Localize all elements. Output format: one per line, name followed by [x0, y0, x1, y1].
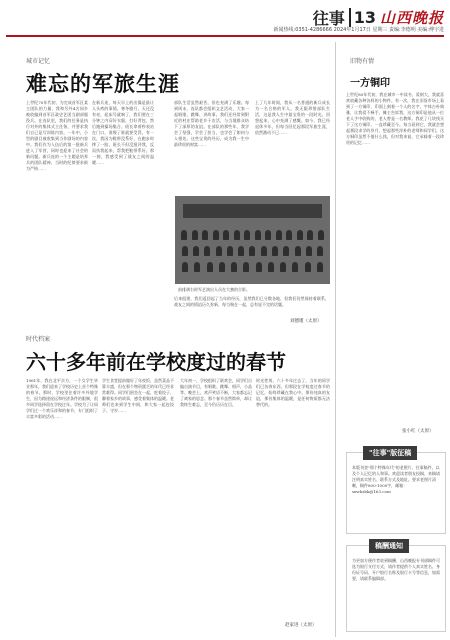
photo-row-middle [179, 246, 326, 256]
article2-column-2: 学生食堂提前做好了年夜饭，虽然菜品不算丰盛，但在那个物资匮乏的年代已经非常难得。同学们围坐在一起，吃着饺子，聊着家乡的故事，感受着集体的温暖。老师们也来到学生中间，和大家一起包饺子、守岁…… [102, 378, 174, 413]
article1-column-2: 在新兵连，每天早上的出操是最让人头疼的事情。寒冬腊月，天还没有亮，起床号就响了，我们要在三分钟之内穿好衣服、打好背包，然后跑到操场集合。班长拿着秒表站在门口，谁慢了谁就要受罚。有一次，我因为鞋带没系好，在跑步时摔了一跤，班长不但没批评我，反而扶我起来，帮我把鞋带系好。那一刻，我感受到了战友之间的温暖…… [92, 100, 154, 165]
call-for-submissions-text: 本版刊登"那个特殊年代"的老照片、往事稿件，以及个人记忆的人和事。欢迎读者朋友投稿，来稿请注明真实姓名、联系方式及地址。要求老照片清晰，稿件800-1000字，邮箱：sxwbzbk@163.com [352, 465, 440, 494]
article2-kicker: 时代档案 [26, 336, 51, 343]
article1-column-3: 部队生活虽然艰苦，但也充满了乐趣。每到周末，连队都会组织文艺活动，大家一起唱歌、跳舞、讲故事。我们还经常到附近的村庄帮助老乡干农活，与当地群众结下了深厚的友谊。在部队的那些年，我学会了坚强，学会了担当，也学会了如何与人相处。这些宝贵的经历，成为我一生中最珍贵的财富…… [174, 100, 249, 147]
right-article-body: 上世纪80年代初，我在城市一中读书，爱刻大，我就喜欢收藏各种各样的小物件。有一次，我在旧货市场上看到了一方铜印，印面上刻着一个人的名字，字体古朴典雅，让我爱不释手。摊主告诉我，这方铜印是他从一位老人手中收购的，老人曾是一名教师。我花了几块钱买下了这方铜印，一直珍藏至今。每当看到它，我就会想起那段求学的岁月，想起那些淳朴的老师和同学们。这方铜印虽然不值什么钱，但对我来说，它承载着一段珍贵的记忆…… [346, 92, 444, 145]
masthead-info: 新闻热线:0351-4286666 2024年1月17日 星期三 责编:李德明 美编:傅宇进 [273, 27, 444, 33]
right-kicker: 旧物有情 [350, 58, 375, 65]
page-number: 13 [349, 8, 376, 27]
newspaper-logo: 山西晚报 [379, 9, 444, 27]
article1-column-1: 上世纪70年代初，为完成首军区某主团队的力量，我和另外4名同乡被收编到首军区政史艺团当剧部服役兵。在连队里，我们的任务是执行对外的集体式主任务，并要求我们自已是写训练内容。一年中，小型的剧目被收集到当作剧场的内容中。我们作为入伍后的第一批新兵进入了军营，同时也迎来了社会的新问题。新兵连的一个主题是培养兵的团队精神，当时的纪律要求极为严格…… [26, 100, 88, 171]
group-photo [175, 196, 330, 284]
article2-column-1: 1961年，我在北平京方，一个女学生毕业那年，我们迎来了学校历史上首个特殊的春节。那时，学校里住着许多外地学生，因为路途遥远和经济条件的限制，很多同学选择留在学校过年。学校为了让同学们过一个欢乐祥和的春节，专门组织了丰富多彩的活动…… [26, 378, 98, 419]
column-divider [335, 42, 336, 637]
article1-column-5: 后来组建，我们返回起了当年的经历，虽然我们已分散各地，但我们仍然保持着联系，战友之间的情谊历久弥新，每当聚在一起，总有说不完的话题。 [174, 296, 329, 307]
photo-row-back [179, 230, 326, 240]
section-name: 往事 [312, 9, 345, 28]
photo-row-front [179, 262, 326, 272]
payment-notice-box [346, 542, 446, 632]
right-title: 一方铜印 [350, 78, 390, 89]
article1-title: 难忘的军旅生涯 [26, 72, 180, 96]
photo-banner [183, 204, 322, 218]
call-for-submissions-box [346, 449, 446, 534]
article1-byline: 刘德瑾（太原） [290, 319, 322, 324]
call-for-submissions-heading: "往事"版征稿 [363, 446, 417, 460]
masthead-rule [6, 35, 444, 37]
right-byline: 张小红（太原） [402, 429, 434, 434]
article1-column-4: 上了几年时间，我从一名普通的新兵成长为一名合格的军人。我无限珍惜部队生活，这是我人生中最宝贵的一段时光。回想起来，心中充满了感慨。如今，我已经退休多年，但每当回忆起那段军旅生涯，依然激动不已…… [255, 100, 330, 135]
article1-kicker: 城市记忆 [26, 58, 51, 65]
masthead [0, 0, 450, 38]
article2-byline: 赵家进（太原） [285, 623, 317, 628]
payment-notice-text: 为更加方便作者收到稿酬，山西晚报专刊部稿件可选为银行支付方式，请作者提供个人真实姓名、身份证号码、开户银行名称及银行卡号等信息，如需要，请联系编辑部。 [352, 558, 440, 581]
article2-column-3: 大年初一，学校组织了联欢会，同学们自编自演节目，有唱歌、跳舞、相声、小品等。晚会上，欢声笑语不断，大家都忘记了离家的思念。那个春节虽然简单，却让我终生难忘，至今仍历历在目。 [180, 378, 252, 407]
article2-column-4: 时光荏苒，六十多年过去了，当年的同学们已各奔东西，但那段在学校度过春节的记忆，始终珍藏在我心中。那份纯真的友谊，那份集体的温暖，是任何物质都无法替代的。 [256, 378, 330, 407]
article2-title: 六十多年前在学校度过的春节 [26, 350, 286, 374]
payment-notice-heading: 稿酬通知 [369, 539, 409, 553]
photo-caption: 前排满右时军艺演出人员在大寨的合影。 [178, 287, 250, 292]
